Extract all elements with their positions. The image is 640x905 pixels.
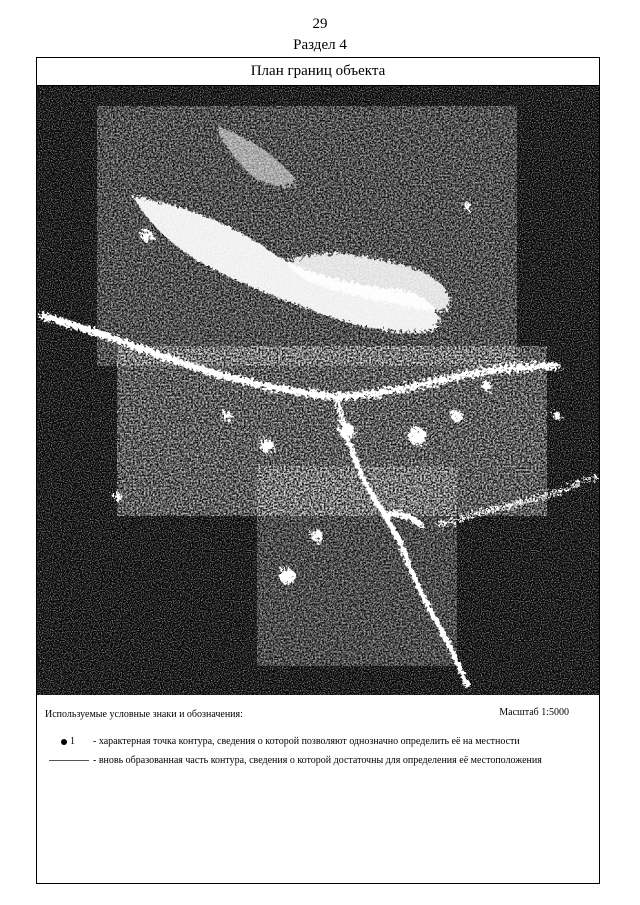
legend-symbol-point bbox=[45, 736, 91, 748]
section-title: Раздел 4 bbox=[293, 37, 347, 53]
legend-text-line: - вновь образованная часть контура, сведения о которой достаточны для определения её местоположения bbox=[93, 755, 542, 766]
page-number: 29 bbox=[312, 16, 328, 32]
aerial-map-image bbox=[37, 86, 599, 695]
contour-point-icon bbox=[61, 739, 67, 745]
plan-frame bbox=[36, 57, 600, 884]
aerial-map-icon bbox=[37, 86, 599, 695]
plan-title: План границ объекта bbox=[37, 58, 599, 86]
legend-text-point: - характерная точка контура, сведения о которой позволяют однозначно определить её на местности bbox=[93, 736, 520, 747]
scale-label: Масштаб 1:5000 bbox=[499, 707, 569, 718]
legend-symbol-line bbox=[45, 755, 91, 767]
contour-line-icon bbox=[49, 760, 89, 761]
point-number: 1 bbox=[70, 736, 75, 747]
legend-heading: Используемые условные знаки и обозначения: bbox=[45, 709, 243, 720]
